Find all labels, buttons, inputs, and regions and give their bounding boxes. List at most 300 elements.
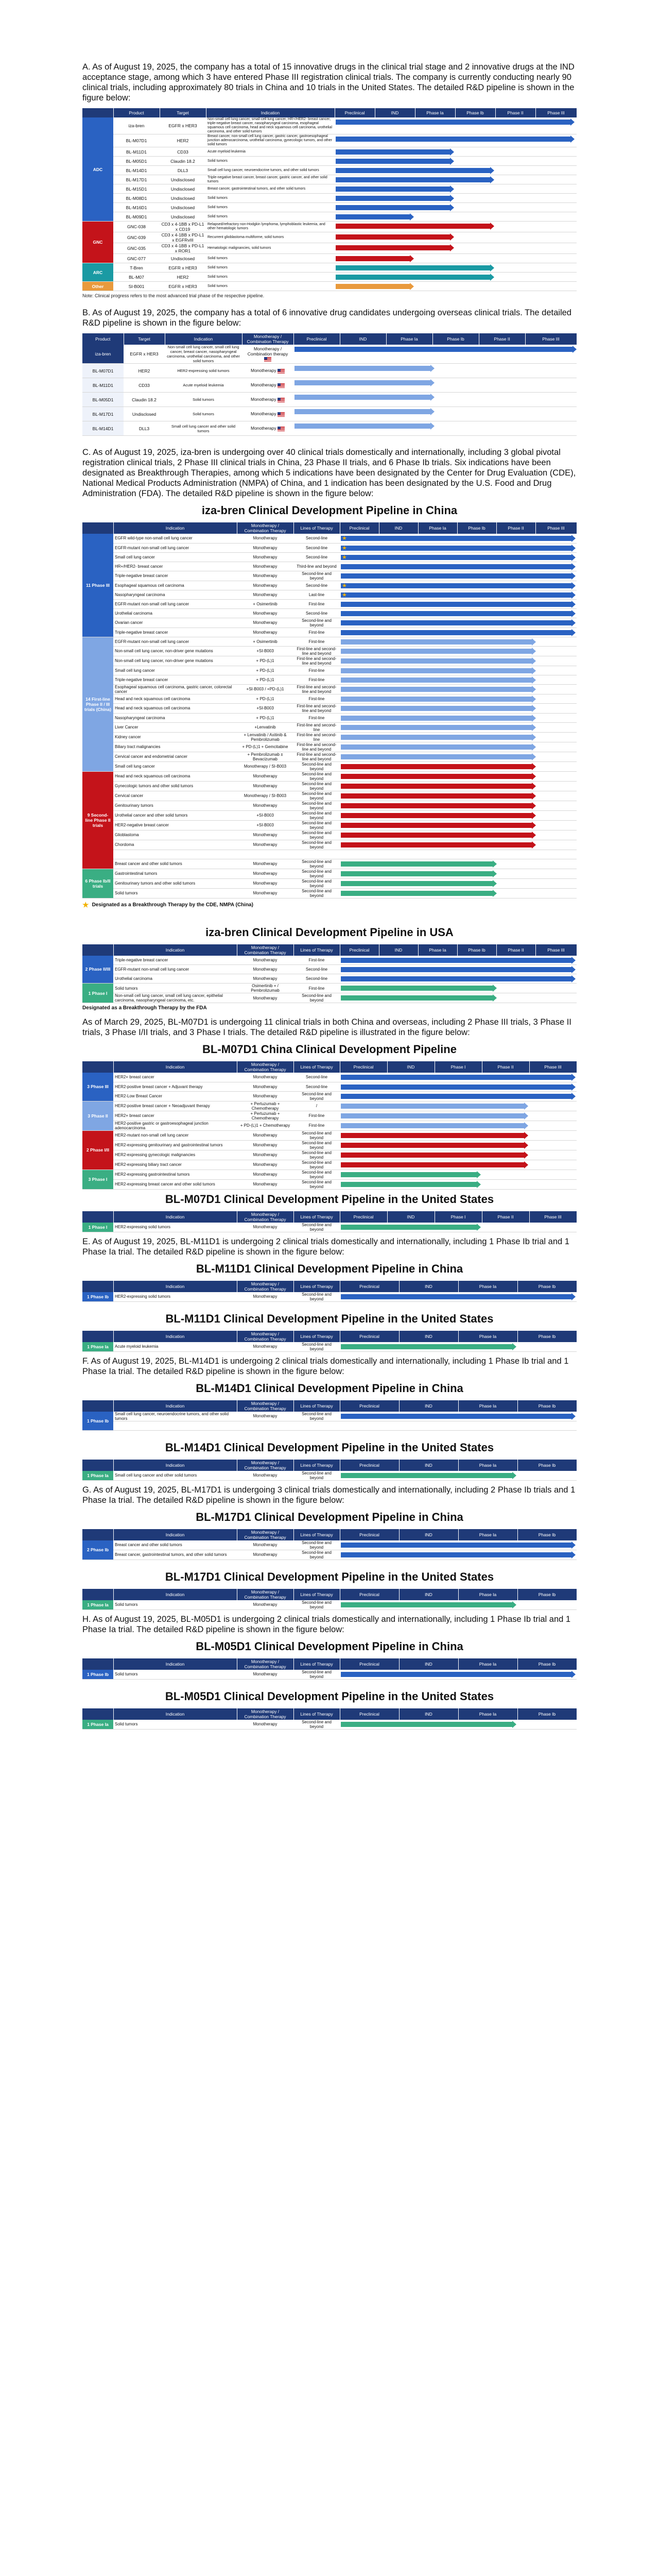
- pipeline-grid: [82, 1281, 577, 1302]
- lines-of-therapy: First-line: [293, 1111, 340, 1121]
- column-header: Phase Ia: [415, 108, 455, 117]
- table-row: [82, 1223, 577, 1232]
- indication: EGFR wild-type non-small cell lung cancer: [113, 534, 237, 543]
- column-header: Preclinical: [340, 1658, 399, 1670]
- progress-bar: [341, 833, 532, 838]
- table-row: [82, 993, 577, 1003]
- target: CD33: [160, 147, 206, 157]
- progress-bar: [341, 1344, 512, 1349]
- pipeline-grid: [82, 1400, 577, 1431]
- combo: Monotherapy: [237, 543, 293, 552]
- combo: Monotherapy / SI-B003: [237, 761, 293, 771]
- progress-cell: [340, 791, 577, 801]
- group-label: 1 Phase Ia: [82, 1471, 113, 1481]
- indication: Breast cancer, non-small cell lung cancer, gastric cancer, gastroesophageal junction adenocarcinoma, urothelial carcinoma, gynecologic tumors, and other solid tumors: [206, 134, 335, 147]
- column-header: Lines of Therapy: [293, 1061, 340, 1073]
- progress-cell: [293, 421, 577, 436]
- table-row: [82, 1600, 577, 1610]
- progress-bar: [294, 380, 430, 385]
- lines-of-therapy: [293, 850, 340, 859]
- target: EGFR x HER3: [160, 263, 206, 273]
- combo: Monotherapy: [237, 993, 293, 1003]
- table-row: [82, 254, 577, 263]
- table-row: [82, 820, 577, 830]
- indication: HER2-negative breast cancer: [113, 820, 237, 830]
- table-row: [82, 378, 577, 393]
- target: DLL3: [124, 421, 165, 436]
- indication: Solid tumors: [113, 888, 237, 898]
- column-header: Preclinical: [340, 1400, 399, 1412]
- column-header: Lines of Therapy: [293, 1400, 340, 1412]
- table-row: [82, 543, 577, 552]
- progress-bar: [341, 1153, 524, 1158]
- lines-of-therapy: First-line: [293, 694, 340, 703]
- progress-cell: [340, 722, 577, 732]
- lines-of-therapy: Second-line and beyond: [293, 1720, 340, 1730]
- combo: Monotherapy: [237, 781, 293, 791]
- izabren-usa-title: iza-bren Clinical Development Pipeline in USA: [205, 925, 454, 939]
- progress-cell: [340, 581, 577, 590]
- progress-cell: [340, 840, 577, 850]
- indication: Acute myeloid leukemia: [165, 378, 242, 393]
- column-header: Lines of Therapy: [293, 1281, 340, 1292]
- table-row: [82, 1720, 577, 1730]
- table-row: [82, 1540, 577, 1550]
- combo: Monotherapy: [237, 888, 293, 898]
- indication: Solid tumors: [206, 203, 335, 212]
- us-flag-icon: [278, 383, 285, 388]
- table-row: [82, 1082, 577, 1091]
- header-row: [82, 1061, 577, 1073]
- table-row: [82, 703, 577, 713]
- table-row: [82, 694, 577, 703]
- table-row: [82, 571, 577, 581]
- progress-bar: [341, 735, 532, 740]
- combo: + Pertuzumab + Chemotherapy: [237, 1111, 293, 1121]
- progress-bar: [341, 1104, 524, 1109]
- column-header: Monotherapy / Combination Therapy: [237, 1658, 293, 1670]
- table-row: [82, 393, 577, 407]
- progress-cell: [340, 1170, 577, 1179]
- product-name: BL-M11D1: [113, 147, 160, 157]
- group-label: 3 Phase I: [82, 1170, 113, 1189]
- column-header: [82, 1211, 113, 1223]
- target: EGFR x HER3: [160, 117, 206, 134]
- column-header: Lines of Therapy: [293, 1211, 340, 1223]
- combo-text: Monotherapy: [251, 426, 276, 431]
- combo: Monotherapy: [237, 771, 293, 781]
- table-row: [82, 534, 577, 543]
- table-row: [82, 684, 577, 694]
- table-row: [82, 752, 577, 761]
- column-header: IND: [399, 1658, 458, 1670]
- column-header: Lines of Therapy: [293, 1589, 340, 1600]
- progress-bar: [341, 546, 571, 551]
- column-header: Preclinical: [340, 1529, 399, 1540]
- column-header: Indication: [113, 1400, 237, 1412]
- progress-cell: [340, 703, 577, 713]
- lines-of-therapy: First-line and second-line and beyond: [293, 752, 340, 761]
- table-row: [82, 840, 577, 850]
- column-header: Phase III: [535, 944, 577, 956]
- progress-cell: [335, 243, 577, 254]
- progress-bar: [341, 793, 532, 799]
- breakthrough-star-icon: ★: [342, 582, 347, 589]
- table-row: [82, 713, 577, 722]
- target: Undisclosed: [160, 184, 206, 194]
- progress-bar: [341, 1602, 512, 1607]
- lines-of-therapy: Second-line and beyond: [293, 1550, 340, 1560]
- combo: Monotherapy: [237, 1170, 293, 1179]
- table-row: [82, 273, 577, 282]
- progress-bar: [341, 774, 532, 779]
- progress-bar: [294, 409, 430, 414]
- progress-bar: [341, 1182, 477, 1187]
- product-name: SI-B001: [113, 282, 160, 291]
- column-header: Monotherapy / Combination Therapy: [237, 1331, 293, 1342]
- indication: Solid tumors: [206, 254, 335, 263]
- target: Undisclosed: [160, 175, 206, 184]
- group-label: 11 Phase III: [82, 534, 113, 637]
- table-row: [82, 590, 577, 599]
- pipeline-grid: [82, 1589, 577, 1610]
- table-row: [82, 761, 577, 771]
- indication: Solid tumors: [113, 1600, 237, 1610]
- lines-of-therapy: Second-line and beyond: [293, 1292, 340, 1302]
- fda-legend-text: Designated as a Breakthrough Therapy by the FDA: [82, 1005, 207, 1011]
- indication: Solid tumors: [206, 212, 335, 222]
- group-label: 2 Phase Ib: [82, 1540, 113, 1560]
- combo: Monotherapy: [237, 618, 293, 628]
- table-row: [82, 646, 577, 656]
- progress-cell: [340, 666, 577, 675]
- target: HER2: [160, 134, 206, 147]
- indication: Liver Cancer: [113, 722, 237, 732]
- progress-cell: [340, 771, 577, 781]
- table-row: [82, 222, 577, 232]
- column-header: Phase Ia: [386, 333, 432, 345]
- lines-of-therapy: Second-line: [293, 1073, 340, 1082]
- product-name: BL-M11D1: [82, 378, 124, 393]
- pipeline-grid: [82, 1061, 577, 1190]
- column-header: IND: [399, 1589, 458, 1600]
- indication: Solid tumors: [206, 194, 335, 203]
- indication: Genitourinary tumors and other solid tumors: [113, 878, 237, 888]
- group-label: 1 Phase Ib: [82, 1292, 113, 1302]
- progress-bar: [341, 1672, 571, 1677]
- combo: Monotherapy: [237, 1179, 293, 1189]
- m14-us-title: BL-M14D1 Clinical Development Pipeline in the United States: [165, 1440, 494, 1454]
- progress-bar: [336, 284, 410, 289]
- progress-cell: [335, 166, 577, 175]
- column-header: Preclinical: [340, 1460, 399, 1471]
- fda-legend: [82, 1005, 577, 1011]
- m05-us-title: BL-M05D1 Clinical Development Pipeline in the United States: [165, 1689, 494, 1703]
- column-header: [82, 1331, 113, 1342]
- indication: EGFR-mutant non-small cell lung cancer: [113, 637, 237, 646]
- progress-cell: [340, 1540, 577, 1550]
- combo: Monotherapy: [237, 1670, 293, 1680]
- group-label: 1 Phase Ia: [82, 1342, 113, 1352]
- product-name: BL-M16D1: [113, 203, 160, 212]
- indication: Solid tumors: [165, 393, 242, 407]
- indication: Solid tumors: [206, 273, 335, 282]
- progress-cell: [340, 1292, 577, 1302]
- indication: Recurrent glioblastoma multiforme, solid tumors: [206, 232, 335, 243]
- group-label: 1 Phase Ia: [82, 1720, 113, 1730]
- indication: Acute myeloid leukemia: [113, 1342, 237, 1352]
- column-header: IND: [379, 522, 418, 534]
- column-header: Phase Ia: [418, 944, 457, 956]
- lines-of-therapy: Second-line and beyond: [293, 1150, 340, 1160]
- indication: HER2-positive breast cancer + Adjuvant therapy: [113, 1082, 237, 1091]
- column-header: Monotherapy / Combination Therapy: [237, 1211, 293, 1223]
- progress-bar: [341, 706, 532, 711]
- column-header: Phase III: [535, 108, 577, 117]
- indication: Breast cancer and other solid tumors: [113, 859, 237, 869]
- progress-cell: [340, 974, 577, 984]
- column-header: Indication: [113, 1061, 237, 1073]
- product-name: BL-M17D1: [82, 407, 124, 421]
- progress-bar: [341, 1294, 571, 1299]
- progress-cell: [293, 393, 577, 407]
- target: EGFR x HER3: [124, 345, 165, 364]
- column-header: Target: [124, 333, 165, 345]
- indication: Solid tumors: [113, 1670, 237, 1680]
- header-row: [82, 1529, 577, 1540]
- indication: Triple-negative breast cancer, breast cancer, gastric cancer, and other solid tumors: [206, 175, 335, 184]
- group-label: 1 Phase I: [82, 1223, 113, 1232]
- progress-cell: [340, 1471, 577, 1481]
- lines-of-therapy: Second-line and beyond: [293, 771, 340, 781]
- column-header: IND: [399, 1460, 458, 1471]
- progress-bar: [341, 716, 532, 721]
- target: CD33: [124, 378, 165, 393]
- progress-bar: [341, 823, 532, 828]
- progress-bar: [341, 555, 571, 560]
- progress-cell: [340, 1179, 577, 1189]
- combo: Monotherapy: [237, 830, 293, 840]
- column-header: Indication: [113, 1281, 237, 1292]
- progress-cell: [335, 212, 577, 222]
- progress-cell: [340, 675, 577, 684]
- pipeline-grid: [82, 1708, 577, 1730]
- header-row: [82, 1658, 577, 1670]
- breakthrough-star-icon: ★: [342, 591, 347, 598]
- combo-text: Monotherapy: [251, 368, 276, 374]
- column-header: Lines of Therapy: [293, 522, 340, 534]
- group-label: ARC: [82, 263, 113, 282]
- combo-cell: [242, 407, 293, 421]
- table-row: [82, 888, 577, 898]
- indication: HER2-positive breast cancer + Neoadjuvant therapy: [113, 1101, 237, 1111]
- combo: Monotherapy: [237, 840, 293, 850]
- progress-cell: [340, 984, 577, 993]
- lines-of-therapy: First-line: [293, 956, 340, 965]
- progress-cell: [340, 1111, 577, 1121]
- column-header: IND: [399, 1400, 458, 1412]
- table-row: [82, 212, 577, 222]
- indication: HER2-Low Breast Cancer: [113, 1091, 237, 1101]
- indication: Chordoma: [113, 840, 237, 850]
- progress-bar: [341, 813, 532, 818]
- table-row: [82, 732, 577, 742]
- combo: +SI-B003: [237, 646, 293, 656]
- lines-of-therapy: First-line: [293, 599, 340, 608]
- table-row: [82, 562, 577, 571]
- main-pipeline-table: [82, 108, 577, 291]
- combo: Monotherapy: [237, 1223, 293, 1232]
- header-row: [82, 944, 577, 956]
- column-header: Indication: [113, 1529, 237, 1540]
- column-header: Indication: [113, 1708, 237, 1720]
- progress-cell: [340, 965, 577, 974]
- progress-cell: [335, 194, 577, 203]
- progress-bar: [341, 668, 532, 673]
- header-row: [82, 333, 577, 345]
- combo: +SI-B003: [237, 820, 293, 830]
- table-row: [82, 263, 577, 273]
- column-header: Product: [82, 333, 124, 345]
- progress-bar: [341, 1084, 571, 1090]
- combo-cell: [242, 393, 293, 407]
- combo-cell: [242, 421, 293, 436]
- target: HER2: [160, 273, 206, 282]
- lines-of-therapy: Second-line: [293, 965, 340, 974]
- table-row: [82, 175, 577, 184]
- progress-cell: [340, 956, 577, 965]
- paragraph-c: C. As of August 19, 2025, iza-bren is undergoing over 40 clinical trials domestically and internationally, including 3 global pivotal registration clinical trials, 2 Phase III clinical trials in China, 23 Phase II trials, and 6 Phase Ib trials. Six indications have been designated as Breakthrough Therapies, among which 5 indications have been designated by the Center for Drug Evaluation (CDE), National Medical Products Administration (NMPA) of China, and 1 indication has been designated by the U.S. Food and Drug Administration (FDA). The detailed R&D pipeline is shown in the figure below:: [82, 448, 576, 498]
- group-label: 3 Phase II: [82, 1101, 113, 1130]
- combo: Monotherapy: [237, 1082, 293, 1091]
- indication: Small cell lung cancer and other solid tumors: [165, 421, 242, 436]
- progress-cell: [335, 282, 577, 291]
- table-row: [82, 1292, 577, 1302]
- combo: Monotherapy: [237, 859, 293, 869]
- lines-of-therapy: Second-line and beyond: [293, 1170, 340, 1179]
- progress-cell: [340, 820, 577, 830]
- target: Claudin 18.2: [160, 157, 206, 166]
- progress-cell: [340, 628, 577, 637]
- table-row: [82, 628, 577, 637]
- column-header: Phase II: [495, 108, 535, 117]
- table-row: [82, 608, 577, 618]
- table-row: [82, 878, 577, 888]
- lines-of-therapy: Last-line: [293, 590, 340, 599]
- progress-bar: [341, 1094, 571, 1099]
- header-row: [82, 1281, 577, 1292]
- column-header: Monotherapy / Combination Therapy: [242, 333, 293, 345]
- indication: Solid tumors: [206, 157, 335, 166]
- indication: HER2-expressing gynecologic malignancies: [113, 1150, 237, 1160]
- progress-cell: [340, 1342, 577, 1352]
- progress-bar: [341, 602, 571, 607]
- combo: + PD-(L)1: [237, 675, 293, 684]
- column-header: Phase II: [479, 333, 525, 345]
- column-header: Indication: [113, 1589, 237, 1600]
- progress-bar: [336, 245, 450, 250]
- progress-cell: [340, 761, 577, 771]
- table-row: [82, 869, 577, 878]
- lines-of-therapy: Second-line and beyond: [293, 1140, 340, 1150]
- indication: Esophageal squamous cell carcinoma: [113, 581, 237, 590]
- progress-bar: [341, 677, 532, 683]
- indication: EGFR-mutant non-small cell lung cancer: [113, 965, 237, 974]
- progress-bar: [336, 149, 450, 155]
- indication: Urothelial carcinoma: [113, 608, 237, 618]
- lines-of-therapy: First-line and second-line: [293, 722, 340, 732]
- lines-of-therapy: Second-line and beyond: [293, 878, 340, 888]
- indication: EGFR-mutant non-small cell lung cancer: [113, 543, 237, 552]
- combo-text: Monotherapy: [251, 397, 276, 402]
- column-header: Indication: [113, 1658, 237, 1670]
- combo: Monotherapy: [237, 801, 293, 810]
- combo: +Lenvatinib: [237, 722, 293, 732]
- table-row: [82, 1101, 577, 1111]
- group-label: 1 Phase Ia: [82, 1600, 113, 1610]
- indication: Head and neck squamous cell carcinoma: [113, 703, 237, 713]
- progress-cell: [335, 232, 577, 243]
- table-row: [82, 147, 577, 157]
- lines-of-therapy: Second-line and beyond: [293, 820, 340, 830]
- group-label: 2 Phase II/III: [82, 956, 113, 984]
- progress-cell: [340, 543, 577, 552]
- table-row: [82, 859, 577, 869]
- header-row: [82, 1589, 577, 1600]
- progress-bar: [336, 214, 410, 219]
- target: EGFR x HER3: [160, 282, 206, 291]
- progress-bar: [294, 366, 430, 371]
- table-row: [82, 1130, 577, 1140]
- combo: Monotherapy: [237, 1600, 293, 1610]
- indication: HER2-expressing solid tumors: [113, 1223, 237, 1232]
- lines-of-therapy: Second-line and beyond: [293, 888, 340, 898]
- indication: HER2-positive gastric or gastroesophageal junction adenocarcinoma: [113, 1121, 237, 1130]
- combo: Monotherapy: [237, 608, 293, 618]
- combo: + PD-(L)1: [237, 694, 293, 703]
- progress-cell: [340, 684, 577, 694]
- combo: Monotherapy: [237, 562, 293, 571]
- column-header: Monotherapy / Combination Therapy: [237, 522, 293, 534]
- progress-bar: [341, 1473, 512, 1478]
- table-row: [82, 1160, 577, 1170]
- lines-of-therapy: Second-line and beyond: [293, 1223, 340, 1232]
- combo: Monotherapy: [237, 628, 293, 637]
- target: Undisclosed: [160, 212, 206, 222]
- overseas-grid: [82, 333, 577, 436]
- m17-china-table: [82, 1529, 577, 1560]
- progress-cell: [293, 407, 577, 421]
- column-header: Phase Ia: [458, 1400, 517, 1412]
- product-name: BL-M15D1: [113, 184, 160, 194]
- progress-cell: [340, 742, 577, 752]
- progress-cell: [340, 1121, 577, 1130]
- group-label: 3 Phase III: [82, 1073, 113, 1101]
- column-header: Preclinical: [335, 108, 375, 117]
- column-header: Phase Ib: [517, 1589, 577, 1600]
- combo: Monotherapy: [237, 1073, 293, 1082]
- progress-cell: [340, 1150, 577, 1160]
- table-row: [82, 1412, 577, 1421]
- lines-of-therapy: Third-line and beyond: [293, 562, 340, 571]
- combo: + Pembrolizumab ± Bevacizumab: [237, 752, 293, 761]
- lines-of-therapy: Second-line and beyond: [293, 1342, 340, 1352]
- column-header: Phase Ib: [517, 1529, 577, 1540]
- progress-cell: [335, 134, 577, 147]
- paragraph-f: F. As of August 19, 2025, BL-M14D1 is undergoing 2 clinical trials domestically and internationally, including 1 Phase Ib trial and 1 Phase Ia trial. The detailed R&D pipeline is shown in the figure below:: [82, 1356, 569, 1376]
- lines-of-therapy: Second-line and beyond: [293, 571, 340, 581]
- table-row: [82, 1073, 577, 1082]
